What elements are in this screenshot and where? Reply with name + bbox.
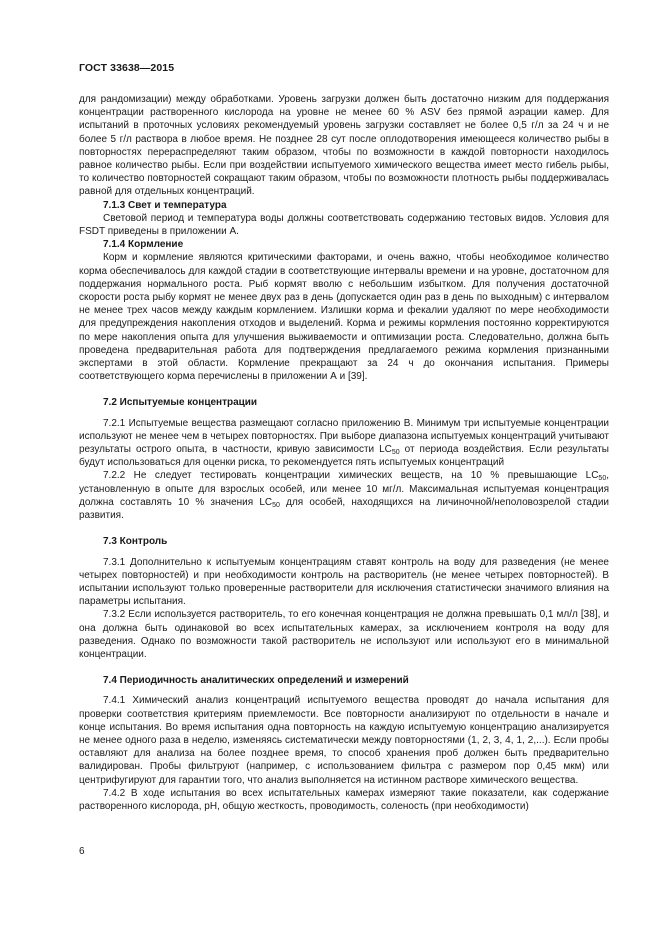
text-7-2-2-a: 7.2.2 Не следует тестировать концентрации химических веществ, на 10 % превышающие LC	[103, 470, 599, 482]
heading-7-3: 7.3 Контроль	[103, 536, 168, 548]
page-header-title: ГОСТ 33638—2015	[79, 62, 175, 74]
heading-7-1-3: 7.1.3 Свет и температура	[103, 199, 227, 211]
heading-7-4: 7.4 Периодичность аналитических определений и измерений	[103, 675, 409, 687]
paragraph-7-3-2: 7.3.2 Если используется растворитель, то его конечная концентрация не должна превышать 0,1 мл/л [38], и она должна быть одинаковой во всех испытательных камерах, за исключением контроля на воду для разведения. Однако по возможности такой растворитель не используют или используют его в минимальной концентрации.	[79, 609, 609, 660]
heading-7-2: 7.2 Испытуемые концентрации	[103, 397, 258, 409]
subscript-50: 50	[598, 475, 607, 483]
heading-7-1-4: 7.1.4 Кормление	[103, 239, 184, 251]
subscript-50: 50	[272, 501, 280, 509]
paragraph-7-3-1: 7.3.1 Дополнительно к испытуемым концентрациям ставят контроль на воду для разведения (не менее четырех повторностей) и при необходимости контроль на растворитель (не менее четырех повторностей). В испытании используют только проверенные растворители для исключения статистически значимого влияния на параметры испытания.	[79, 556, 609, 608]
paragraph-7-4-2: 7.4.2 В ходе испытания во всех испытательных камерах измеряют такие показатели, как содержание растворенного кислорода, pH, общую жесткость, проводимость, соленость (при необходимости)	[79, 787, 609, 812]
text-7-2-2-b: , установленную в опыте для взрослых особей, или менее 10 мг/л. Максимальная испытуемая концентрация должна составлять 10 % значения LC	[79, 470, 609, 508]
paragraph-loading: для рандомизации) между обработками. Уровень загрузки должен быть достаточно низким для поддержания концентрации растворенного кислорода на уровне не менее 60 % ASV без прямой аэрации камер. Для испытаний в проточных условиях рекомендуемый уровень загрузки составляет не более 0,5 г/л за 24 ч и не более 5 г/л раствора в любое время. Не позднее 28 сут после оплодотворения имеющееся количество рыбы в повторностях перераспределяют таким образом, чтобы по возможности в каждой повторности находилось равное количество рыбы. Если при воздействии испытуемого химического вещества имеет место гибель рыбы, то количество повторностей сокращают таким образом, чтобы по возможности плотность рыбы поддерживалась равной для отдельных концентраций.	[79, 94, 609, 198]
text-7-2-2-c: для особей, находящихся на личиночной/неполовозрелой стадии развития.	[79, 496, 609, 522]
paragraph-7-1-4: Корм и кормление являются критическими факторами, и очень важно, чтобы необходимое количество корма обеспечивалось для каждой стадии в соответствующие интервалы времени и на уровне, достаточном для поддержания нормального роста. Рыб кормят вволю с небольшим избытком. Для получения достаточной скорости роста рыбу кормят не менее двух раз в день (допускается один раз в день по выходным) с интервалом не менее трех часов между каждым кормлением. Излишки корма и фекалии удаляют по мере необходимости для предупреждения накопления отходов и выделений. Корма и режимы кормления постоянно корректируются по мере накопления опыта для улучшения выживаемости и оптимизации роста. Следовательно, должна быть проведена предварительная работа для подтверждения предлагаемого режима кормления признанными экспертами в этой области. Кормление прекращают за 24 ч до окончания испытания. Примеры соответствующего корма перечислены в приложении А и [39].	[79, 252, 609, 383]
document-body	[79, 93, 609, 813]
text-7-2-1-a: 7.2.1 Испытуемые вещества размещают согласно приложению В. Минимум три испытуемые концентрации используют не менее чем в четырех повторностях. При выборе диапазона испытуемых концентраций учитывают результаты острого опыта, в частности, кривую зависимости LC	[79, 417, 609, 456]
page-number: 6	[79, 846, 85, 857]
paragraph-7-2-1	[79, 417, 609, 470]
subscript-50: 50	[391, 449, 400, 457]
text-7-2-1-b: от периода воздействия. Если результаты будут использоваться для оценки риска, то рекомендуется пять испытуемых концентраций	[79, 444, 609, 469]
paragraph-7-2-2	[79, 469, 609, 522]
paragraph-7-1-3: Световой период и температура воды должны соответствовать содержанию тестовых видов. Условия для FSDT приведены в приложении А.	[79, 212, 609, 238]
paragraph-7-4-1: 7.4.1 Химический анализ концентраций испытуемого вещества проводят до начала испытания для проверки соответствия критериям приемлемости. Все повторности анализируют по отдельности в начале и конце испытания. Во время испытания одна повторность на каждую испытуемую концентрацию анализируется не менее одного раза в неделю, изменяясь систематически между повторностями (1, 2, 3, 4, 1, 2,...). Если пробы оставляют для анализа на более позднее время, то способ хранения проб должен быть предварительно валидирован. Пробы фильтруют (например, с использованием фильтра с размером пор 0,45 мкм) или центрифугируют для гарантии того, что анализ выполняется на истинном растворе химического вещества.	[79, 695, 609, 786]
